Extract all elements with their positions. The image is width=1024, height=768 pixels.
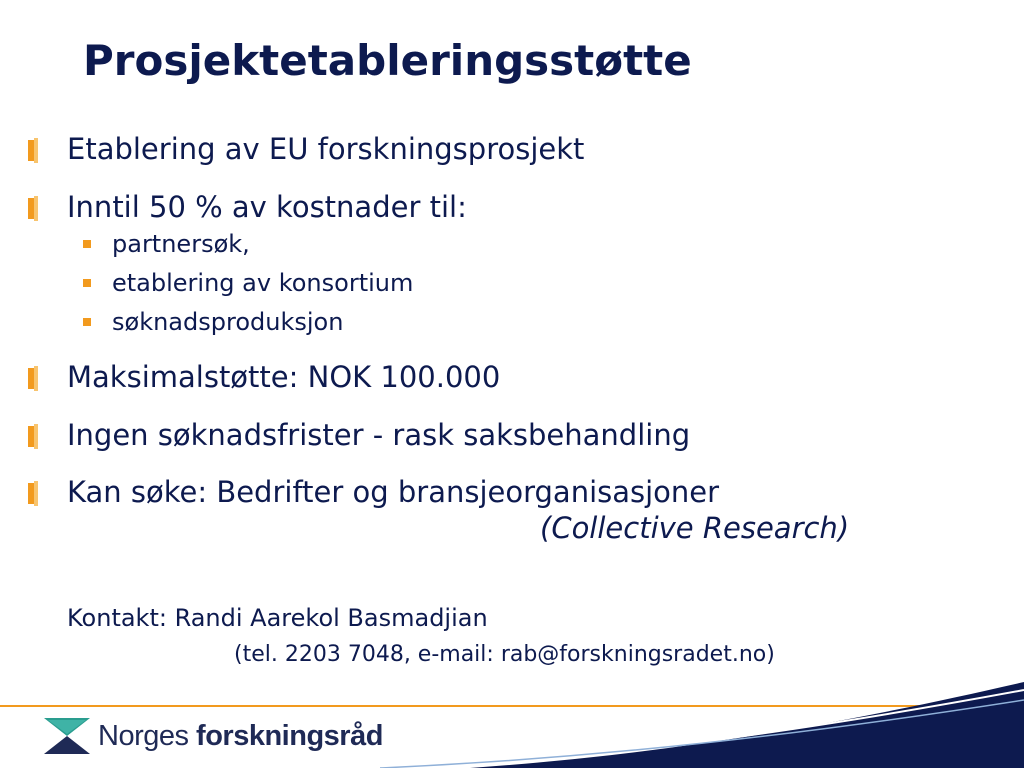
bullet-item: Maksimalstøtte: NOK 100.000 bbox=[67, 360, 501, 394]
bullet-marker bbox=[28, 481, 38, 506]
norges-forskningsrad-logo-icon bbox=[44, 718, 90, 758]
bullet-item: Kan søke: Bedrifter og bransjeorganisasjoner bbox=[67, 475, 720, 509]
sub-bullet-marker bbox=[83, 279, 91, 287]
sub-bullet-marker bbox=[83, 318, 91, 326]
bullet-item: Etablering av EU forskningsprosjekt bbox=[67, 132, 585, 166]
logo-text-norges: Norges bbox=[98, 720, 197, 752]
contact-details: (tel. 2203 7048, e-mail: rab@forskningsradet.no) bbox=[234, 642, 775, 667]
bullet-marker bbox=[28, 196, 38, 221]
bullet-marker bbox=[28, 424, 38, 449]
bullet-item: Inntil 50 % av kostnader til: bbox=[67, 190, 467, 224]
logo-text-forskningsrad: forskningsråd bbox=[196, 720, 383, 752]
sub-bullet-item: søknadsproduksjon bbox=[112, 308, 344, 336]
bullet-item: Ingen søknadsfrister - rask saksbehandling bbox=[67, 418, 691, 452]
sub-bullet-item: partnersøk, bbox=[112, 230, 250, 258]
bullet-note: (Collective Research) bbox=[540, 511, 850, 545]
bullet-marker bbox=[28, 138, 38, 163]
footer-navy-wave bbox=[470, 682, 1024, 768]
slide-title: Prosjektetableringsstøtte bbox=[83, 36, 692, 85]
contact-name: Kontakt: Randi Aarekol Basmadjian bbox=[67, 604, 488, 632]
sub-bullet-marker bbox=[83, 240, 91, 248]
bullet-marker bbox=[28, 366, 38, 391]
sub-bullet-item: etablering av konsortium bbox=[112, 269, 414, 297]
logo-text bbox=[98, 720, 383, 753]
